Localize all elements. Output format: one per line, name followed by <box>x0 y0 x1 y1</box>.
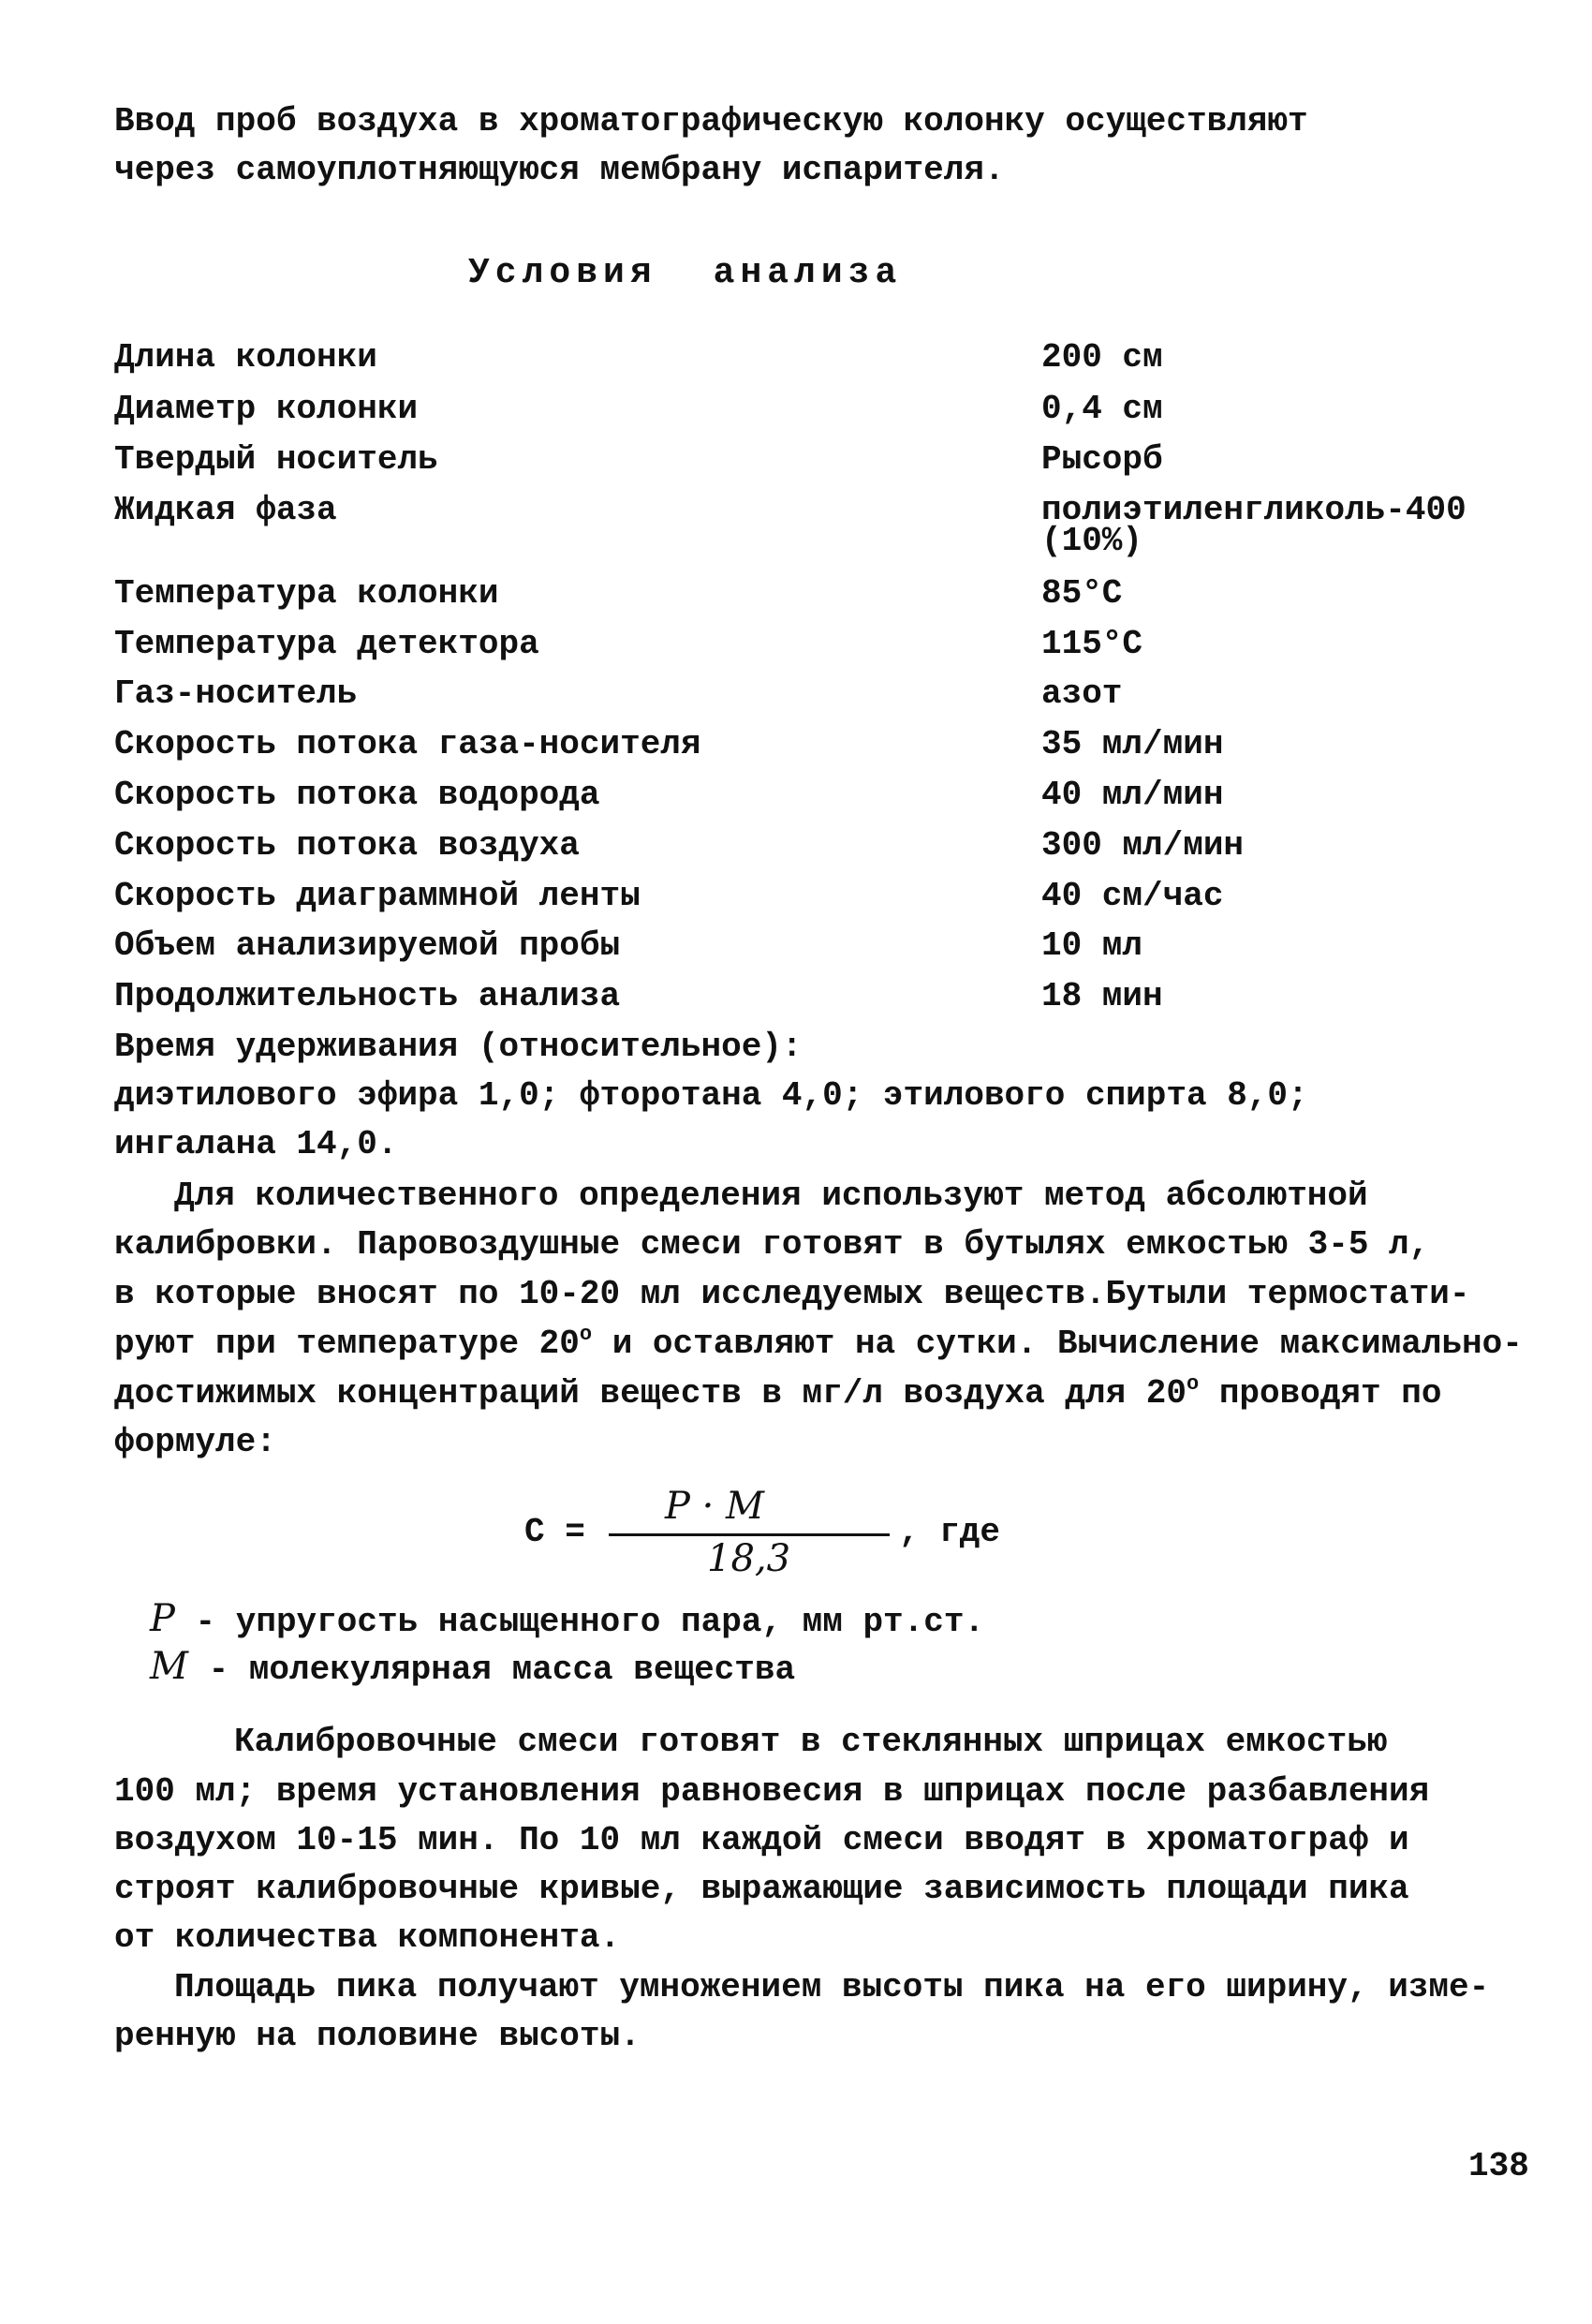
condition-value: 40 мл/мин <box>1041 776 1224 814</box>
page-number: 138 <box>1468 2147 1529 2185</box>
condition-value: 115°С <box>1041 625 1143 663</box>
condition-label: Длина колонки <box>114 338 377 377</box>
condition-label: Твердый носитель <box>114 440 438 479</box>
paragraph-1-text: руют при температуре 20 <box>114 1325 580 1363</box>
condition-value: 35 мл/мин <box>1041 725 1224 763</box>
condition-label: Жидкая фаза <box>114 491 337 529</box>
paragraph-1-line <box>114 1324 1523 1365</box>
retention-values: диэтилового эфира 1,0; фторотана 4,0; этилового спирта 8,0; <box>114 1076 1308 1115</box>
legend-item <box>150 1646 795 1691</box>
formula-where: , где <box>899 1513 1001 1551</box>
condition-label: Продолжительность анализа <box>114 977 621 1015</box>
condition-value-continued: (10%) <box>1041 522 1143 560</box>
condition-label: Температура колонки <box>114 574 499 613</box>
formula-denominator: 18,3 <box>707 1537 791 1580</box>
condition-label: Скорость потока водорода <box>114 776 600 814</box>
condition-value: Рысорб <box>1041 440 1163 479</box>
paragraph-3-line: ренную на половине высоты. <box>114 2017 641 2055</box>
retention-values-continued: ингалана 14,0. <box>114 1125 398 1163</box>
paragraph-2-line: строят калибровочные кривые, выражающие зависимость площади пика <box>114 1870 1409 1908</box>
condition-value: полиэтиленгликоль-400 <box>1041 491 1467 529</box>
paragraph-1-line: формуле: <box>114 1423 276 1461</box>
variable-symbol: Р <box>150 1597 175 1640</box>
condition-value: 0,4 см <box>1041 390 1163 428</box>
condition-value: 40 см/час <box>1041 877 1224 915</box>
condition-label: Скорость диаграммной ленты <box>114 877 641 915</box>
formula-numerator: P · M <box>665 1485 765 1528</box>
formula-lhs: С = <box>524 1513 585 1551</box>
condition-value: 10 мл <box>1041 926 1143 965</box>
condition-label: Температура детектора <box>114 625 539 663</box>
condition-label: Газ-носитель <box>114 674 358 713</box>
paragraph-1-text: проводят по <box>1218 1374 1442 1413</box>
variable-symbol: М <box>150 1645 188 1688</box>
degree-mark: о <box>1187 1372 1200 1396</box>
paragraph-2-line: 100 мл; время установления равновесия в шприцах после разбавления <box>114 1772 1430 1811</box>
fraction-bar <box>609 1533 890 1536</box>
condition-value: 300 мл/мин <box>1041 826 1245 865</box>
legend-text: - упругость насыщенного пара, мм рт.ст. <box>195 1603 985 1641</box>
paragraph-1-line: Для количественного определения используют метод абсолютной <box>174 1177 1368 1215</box>
legend-text: - молекулярная масса вещества <box>208 1650 796 1689</box>
paragraph-1-line: калибровки. Паровоздушные смеси готовят в бутылях емкостью 3-5 л, <box>114 1225 1430 1264</box>
degree-mark: о <box>579 1323 593 1346</box>
condition-value: 200 см <box>1041 338 1163 377</box>
legend-item <box>150 1598 984 1643</box>
paragraph-1-text: достижимых концентраций веществ в мг/л воздуха для 20 <box>114 1374 1187 1413</box>
paragraph-1-line <box>114 1373 1441 1414</box>
section-heading <box>468 253 902 293</box>
paragraph-2-line: воздухом 10-15 мин. По 10 мл каждой смеси вводят в хроматограф и <box>114 1821 1409 1859</box>
condition-value: 18 мин <box>1041 977 1163 1015</box>
paragraph-3-line: Площадь пика получают умножением высоты пика на его ширину, изме- <box>174 1968 1490 2006</box>
intro-line-2: через самоуплотняющуюся мембрану испарителя. <box>114 151 1005 189</box>
paragraph-2-line: от количества компонента. <box>114 1918 621 1957</box>
intro-line-1: Ввод проб воздуха в хроматографическую колонку осуществляют <box>114 102 1308 141</box>
condition-label: Скорость потока воздуха <box>114 826 580 865</box>
paragraph-1-line: в которые вносят по 10-20 мл исследуемых веществ.Бутыли термостати- <box>114 1275 1470 1313</box>
condition-label: Скорость потока газа-носителя <box>114 725 701 763</box>
retention-title: Время удерживания (относительное): <box>114 1028 803 1066</box>
heading-word-1: Условия <box>468 253 657 293</box>
condition-label: Диаметр колонки <box>114 390 419 428</box>
condition-label: Объем анализируемой пробы <box>114 926 621 965</box>
paragraph-2-line: Калибровочные смеси готовят в стеклянных шприцах емкостью <box>234 1723 1388 1761</box>
condition-value: азот <box>1041 674 1123 713</box>
heading-word-2: анализа <box>713 253 903 293</box>
paragraph-1-text: и оставляют на сутки. Вычисление максимально- <box>612 1325 1523 1363</box>
concentration-formula <box>524 1485 1011 1588</box>
condition-value: 85°С <box>1041 574 1123 613</box>
